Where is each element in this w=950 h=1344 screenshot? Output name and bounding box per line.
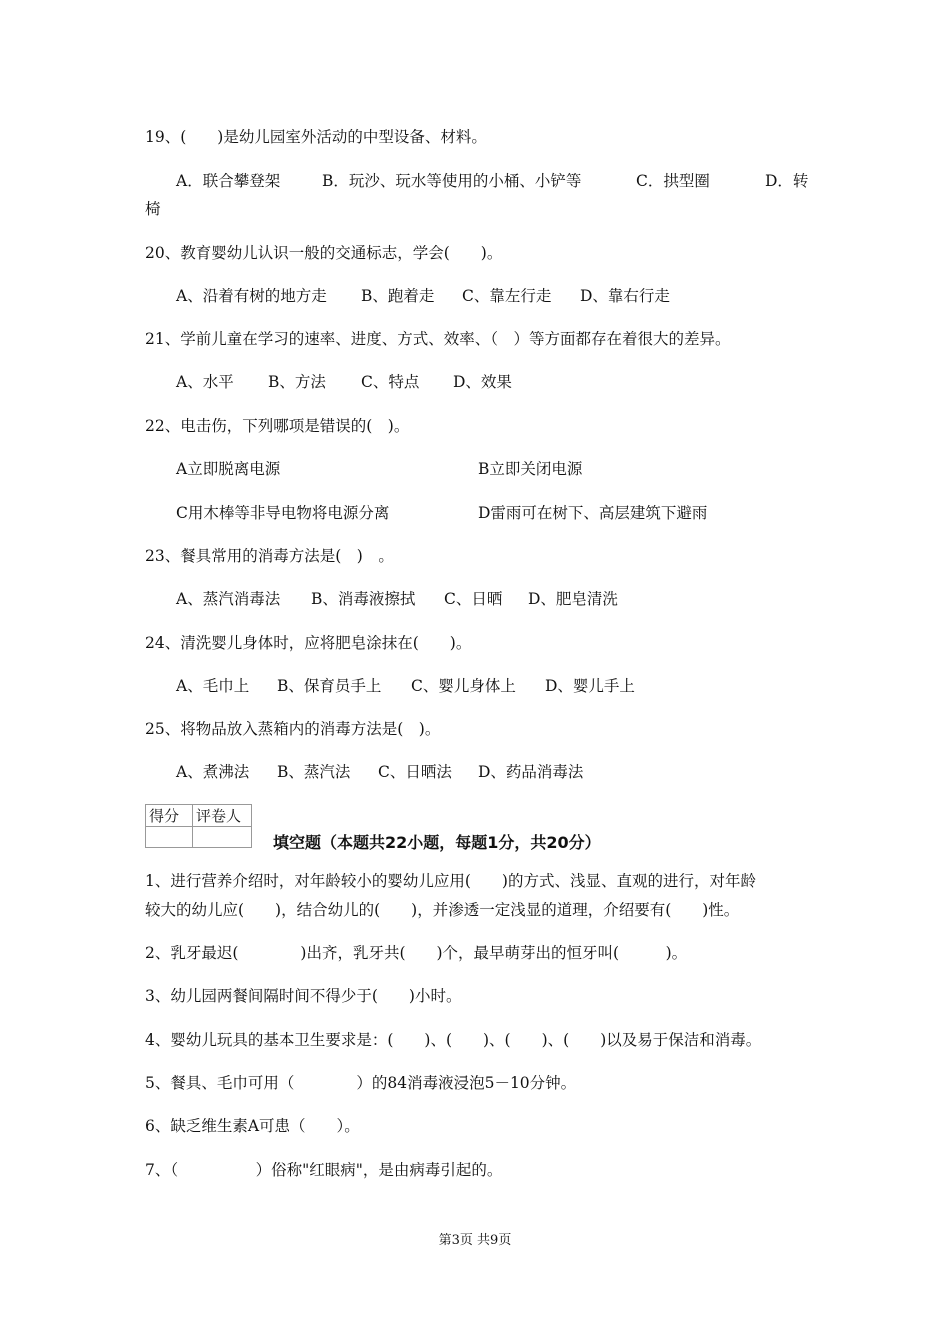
question-25-option-a: A、煮沸法 (176, 763, 250, 781)
fill-question-3: 3、幼儿园两餐间隔时间不得少于( )小时。 (145, 987, 462, 1005)
page-footer: 第3页 共9页 (438, 1233, 512, 1248)
question-22-option-c: C用木棒等非导电物将电源分离 (176, 504, 390, 522)
question-20-option-d: D、靠右行走 (580, 287, 670, 305)
question-24-option-c: C、婴儿身体上 (411, 677, 516, 695)
question-24-stem: 24、清洗婴儿身体时，应将肥皂涂抹在( )。 (145, 634, 472, 652)
fill-question-4: 4、婴幼儿玩具的基本卫生要求是：( )、( )、( )、( )以及易于保洁和消毒。 (145, 1031, 762, 1049)
question-25-option-b: B、蒸汽法 (277, 763, 351, 781)
question-23-option-c: C、日晒 (444, 590, 503, 608)
question-24-option-b: B、保育员手上 (277, 677, 382, 695)
score-label: 得分 (146, 805, 193, 827)
score-cell (146, 827, 193, 848)
fill-question-7: 7、（ ）俗称"红眼病"，是由病毒引起的。 (145, 1161, 503, 1179)
question-20-option-b: B、跑着走 (361, 287, 435, 305)
grader-cell (193, 827, 252, 848)
question-19-stem: 19、( )是幼儿园室外活动的中型设备、材料。 (145, 128, 487, 146)
fill-question-6: 6、缺乏维生素A可患（ ）。 (145, 1117, 360, 1135)
question-21-option-b: B、方法 (268, 373, 326, 391)
fill-question-1-line-2: 较大的幼儿应( )，结合幼儿的( )，并渗透一定浅显的道理，介绍要有( )性。 (145, 901, 740, 919)
question-23-option-a: A、蒸汽消毒法 (176, 590, 281, 608)
question-21-option-d: D、效果 (453, 373, 512, 391)
question-20-option-a: A、沿着有树的地方走 (176, 287, 327, 305)
question-22-option-a: A立即脱离电源 (176, 460, 281, 478)
grader-label: 评卷人 (193, 805, 252, 827)
question-23-option-b: B、消毒液擦拭 (311, 590, 416, 608)
section-title: 填空题（本题共22小题，每题1分，共20分） (273, 833, 601, 852)
question-23-option-d: D、肥皂清洗 (528, 590, 618, 608)
question-25-stem: 25、将物品放入蒸箱内的消毒方法是( )。 (145, 720, 441, 738)
fill-question-2: 2、乳牙最迟( )出齐，乳牙共( )个，最早萌芽出的恒牙叫( )。 (145, 944, 688, 962)
question-23-stem: 23、餐具常用的消毒方法是( ) 。 (145, 547, 394, 565)
question-21-stem: 21、学前儿童在学习的速率、进度、方式、效率、（ ）等方面都存在着很大的差异。 (145, 330, 731, 348)
question-22-option-d: D雷雨可在树下、高层建筑下避雨 (478, 504, 708, 522)
question-21-option-a: A、水平 (176, 373, 234, 391)
score-table (145, 804, 252, 848)
question-19-option-a: A．联合攀登架 (176, 172, 281, 190)
fill-question-5: 5、餐具、毛巾可用（ ）的84消毒液浸泡5－10分钟。 (145, 1074, 577, 1092)
question-19-option-c: C．拱型圈 (636, 172, 710, 190)
question-24-option-d: D、婴儿手上 (545, 677, 635, 695)
fill-question-1-line-1: 1、进行营养介绍时，对年龄较小的婴幼儿应用( )的方式、浅显、直观的进行，对年龄 (145, 872, 756, 890)
question-19-option-d-continued: 椅 (145, 200, 161, 218)
question-24-option-a: A、毛巾上 (176, 677, 250, 695)
question-20-stem: 20、教育婴幼儿认识一般的交通标志，学会( )。 (145, 244, 503, 262)
question-20-option-c: C、靠左行走 (462, 287, 552, 305)
question-22-option-b: B立即关闭电源 (478, 460, 583, 478)
question-22-stem: 22、电击伤，下列哪项是错误的( )。 (145, 417, 410, 435)
question-19-option-b: B．玩沙、玩水等使用的小桶、小铲等 (322, 172, 582, 190)
question-21-option-c: C、特点 (361, 373, 420, 391)
question-25-option-c: C、日晒法 (378, 763, 452, 781)
question-19-option-d: D．转 (765, 172, 809, 190)
question-25-option-d: D、药品消毒法 (478, 763, 584, 781)
